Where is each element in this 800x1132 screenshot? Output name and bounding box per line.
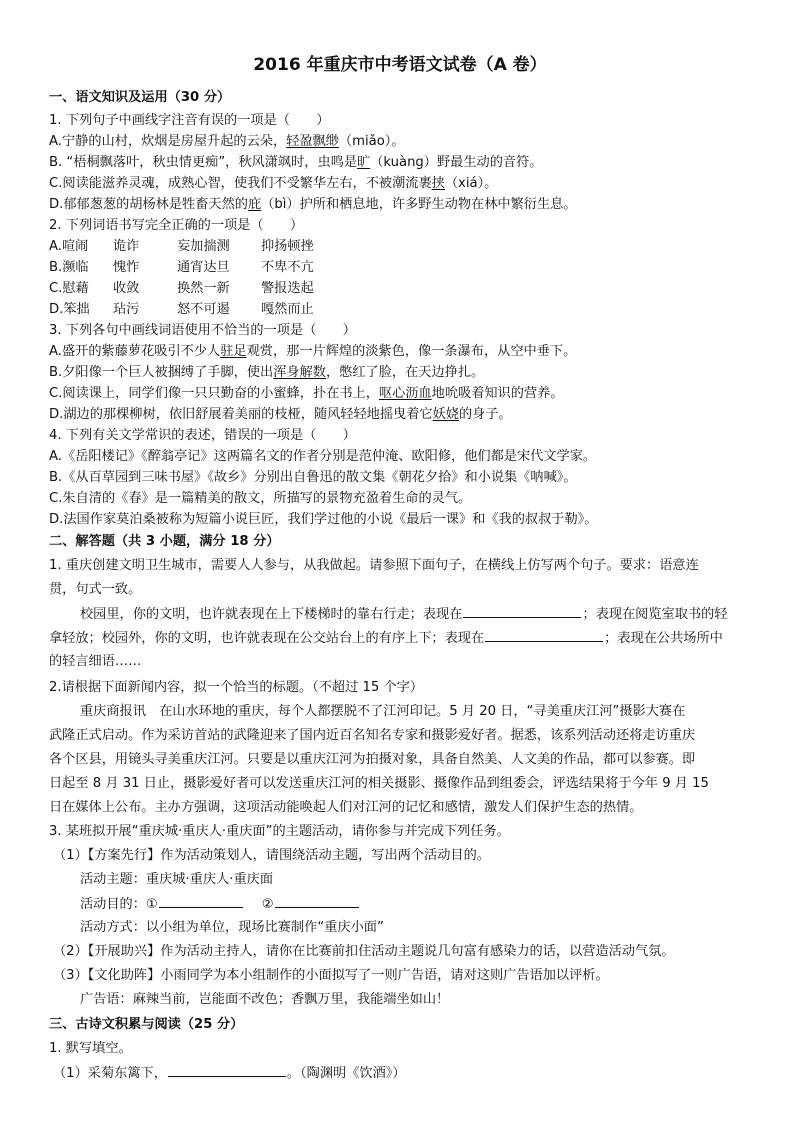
q2-2-stem: 2.请根据下面新闻内容，拟一个恰当的标题。（不超过 15 个字） <box>49 680 424 695</box>
question-3-option-a <box>49 342 576 362</box>
word: 收敛 <box>113 281 140 296</box>
word: 诡诈 <box>113 239 140 254</box>
question-4-option-a: A.《岳阳楼记》《醉翁亭记》这两篇名文的作者分别是范仲淹、欧阳修，他们都是宋代文学家。 <box>49 449 597 464</box>
underlined-word: 呕心沥血 <box>378 386 432 401</box>
passage-text: 拿轻放；校园外，你的文明，也许就表现在公交站台上的有序上下；表现在 <box>49 631 485 646</box>
question-1-option-c <box>49 174 497 194</box>
option-text: C.阅读能滋养灵魂，成熟心智，使我们不受繁华左右，不被潮流裹 <box>49 176 432 191</box>
q2-3-method: 活动方式：以小组为单位，现场比赛制作“重庆小面” <box>80 920 384 935</box>
q2-1-stem-line-2: 贯，句式一致。 <box>49 582 142 597</box>
item-text: 。（陶渊明《饮酒》） <box>286 1066 406 1081</box>
purpose-label: 活动目的：① <box>80 897 158 912</box>
question-1-option-a <box>49 132 405 152</box>
underlined-word: 驻足 <box>220 344 247 359</box>
q2-1-passage-line-1 <box>80 604 728 625</box>
item-text: （1）采菊东篱下， <box>53 1066 167 1081</box>
word: 怒不可遏 <box>177 302 230 317</box>
question-1-option-b <box>49 153 543 173</box>
option-text: 观赏，那一片辉煌的淡紫色，像一条瀑布，从空中垂下。 <box>246 344 577 359</box>
question-2-option-d <box>49 300 325 320</box>
option-text: C.阅读课上，同学们像一只只勤奋的小蜜蜂，扑在书上， <box>49 386 379 401</box>
q2-3-sub-2: （2）【开展助兴】作为活动主持人，请你在比赛前扣住活动主题说几句富有感染力的话，以营造活动气氛。 <box>53 944 675 959</box>
answer-blank[interactable] <box>275 894 359 908</box>
answer-blank[interactable] <box>485 628 603 642</box>
question-1-stem: 1. 下列句子中画线字注音有误的一项是（ ） <box>49 113 330 128</box>
word: 妄加揣测 <box>177 239 230 254</box>
word: C.慰藉 <box>49 281 89 296</box>
option-text: ，憋红了脸，在天边挣扎。 <box>326 365 485 380</box>
passage-text: ；表现在公共场所中 <box>604 631 723 646</box>
q2-1-stem-line-1: 1. 重庆创建文明卫生城市，需要人人参与，从我做起。请参照下面句子，在横线上仿写两个句子。要求：语意连 <box>49 558 699 573</box>
option-text: （kuàng）野最生动的音符。 <box>370 155 543 170</box>
word: A.喧闹 <box>49 239 89 254</box>
q2-1-passage-line-2 <box>49 628 723 649</box>
passage-text: ；表现在阅览室取书的轻 <box>582 607 728 622</box>
option-text: （miǎo）。 <box>338 134 405 149</box>
option-text: （bì）护所和栖息地，许多野生动物在林中繁衍生息。 <box>261 197 577 212</box>
word: 愧怍 <box>113 260 140 275</box>
option-text: 地吮吸着知识的营养。 <box>431 386 564 401</box>
answer-blank[interactable] <box>168 1063 286 1077</box>
question-4-option-d: D.法国作家莫泊桑被称为短篇小说巨匠，我们学过他的小说《最后一课》和《我的叔叔于勒》。 <box>49 512 598 527</box>
word: 玷污 <box>113 302 140 317</box>
option-text: A.盛开的紫藤萝花吸引不少人 <box>49 344 221 359</box>
q3-1-stem: 1. 默写填空。 <box>49 1041 132 1056</box>
question-3-stem: 3. 下列各句中画线词语使用不恰当的一项是（ ） <box>49 323 356 338</box>
underlined-word: 浑身解数 <box>273 365 326 380</box>
page-title: 2016 年重庆市中考语文试卷（A 卷） <box>253 55 547 75</box>
word: 警报迭起 <box>261 281 314 296</box>
q2-2-news-line-5: 日在媒体上公布。主办方强调，这项活动能唤起人们对江河的记忆和感情，激发人们保护生态的热情。 <box>49 800 643 815</box>
q2-2-news-line-1: 重庆商报讯 在山水环地的重庆，每个人都摆脱不了江河印记。5 月 20 日，“寻美重庆江河”摄影大赛在 <box>80 704 686 719</box>
q2-3-stem: 3. 某班拟开展“重庆城·重庆人·重庆面”的主题活动，请你参与并完成下列任务。 <box>49 824 510 839</box>
underlined-word: 妖娆 <box>432 407 459 422</box>
q2-3-purpose <box>80 894 360 915</box>
question-3-option-b <box>49 363 484 383</box>
question-3-option-d <box>49 405 512 425</box>
q2-3-sub-1: （1）【方案先行】作为活动策划人，请围绕活动主题，写出两个活动目的。 <box>53 848 490 863</box>
question-4-option-b: B.《从百草园到三味书屋》《故乡》分别出自鲁迅的散文集《朝花夕拾》和小说集《呐喊》。 <box>49 470 577 485</box>
underlined-word: 挟 <box>431 176 445 191</box>
question-2-option-a <box>49 237 325 257</box>
answer-blank[interactable] <box>463 604 581 618</box>
word: 换然一新 <box>177 281 230 296</box>
underlined-word: 庇 <box>247 197 262 212</box>
word: D.笨拙 <box>49 302 90 317</box>
word: 不卑不亢 <box>261 260 314 275</box>
section-heading-1: 一、语文知识及运用（30 分） <box>49 90 231 105</box>
option-text: B.夕阳像一个巨人被捆缚了手脚，使出 <box>49 365 274 380</box>
option-text: B. “梧桐飘落叶，秋虫情更痴”，秋风潇飒时，虫鸣是 <box>49 155 358 170</box>
section-heading-2: 二、解答题（共 3 小题，满分 18 分） <box>49 534 280 549</box>
passage-text: 校园里，你的文明，也许就表现在上下楼梯时的靠右行走；表现在 <box>80 607 463 622</box>
question-2-option-c <box>49 279 325 299</box>
q2-1-passage-line-3: 的轻言细语…… <box>49 654 142 669</box>
option-text: （xiá）。 <box>444 176 498 191</box>
option-text: D.郁郁葱葱的胡杨林是牲畜天然的 <box>49 197 248 212</box>
question-1-option-d <box>49 195 577 215</box>
question-2-option-b <box>49 258 325 278</box>
question-4-stem: 4. 下列有关文学常识的表述，错误的一项是（ ） <box>49 428 356 443</box>
question-4-option-c: C.朱自清的《春》是一篇精美的散文，所描写的景物充盈着生命的灵气。 <box>49 491 472 506</box>
option-text: D.湖边的那棵柳树，依旧舒展着美丽的枝桠，随风轻轻地摇曳着它 <box>49 407 433 422</box>
underlined-word: 轻盈飘缈 <box>286 134 339 149</box>
q2-3-theme: 活动主题：重庆城·重庆人·重庆面 <box>80 872 274 887</box>
word: 通宵达旦 <box>177 260 230 275</box>
q2-2-news-line-2: 武隆正式启动。作为采访首站的武隆迎来了国内近百名知名专家和摄影爱好者。据悉，该系列活动还将走访重庆 <box>49 728 696 743</box>
q2-2-news-line-4: 日起至 8 月 31 日止，摄影爱好者可以发送重庆江河的相关摄影、摄像作品到组委会，评选结果将于今年 9 月 15 <box>49 776 709 791</box>
question-2-stem: 2. 下列词语书写完全正确的一项是（ ） <box>49 218 304 233</box>
question-3-option-c <box>49 384 564 404</box>
word: 抑扬顿挫 <box>261 239 314 254</box>
q3-1-item-1 <box>53 1063 406 1084</box>
option-text: A.宁静的山村，炊烟是房屋升起的云朵， <box>49 134 287 149</box>
purpose-label: ② <box>261 897 274 912</box>
section-heading-3: 三、古诗文积累与阅读（25 分） <box>49 1017 244 1032</box>
word: B.濒临 <box>49 260 89 275</box>
q2-2-news-line-3: 各个区县，用镜头寻美重庆江河。只要是以重庆江河为拍摄对象，具备自然美、人文美的作品，都可以参赛。即 <box>49 752 696 767</box>
option-text: 的身子。 <box>458 407 512 422</box>
underlined-word: 旷 <box>357 155 371 170</box>
word: 嘎然而止 <box>261 302 314 317</box>
q2-3-ad: 广告语：麻辣当前，岂能面不改色；香飘万里，我能端坐如山！ <box>80 992 450 1007</box>
answer-blank[interactable] <box>159 894 243 908</box>
q2-3-sub-3: （3）【文化助阵】小雨同学为本小组制作的小面拟写了一则广告语，请对这则广告语加以评析。 <box>53 968 609 983</box>
